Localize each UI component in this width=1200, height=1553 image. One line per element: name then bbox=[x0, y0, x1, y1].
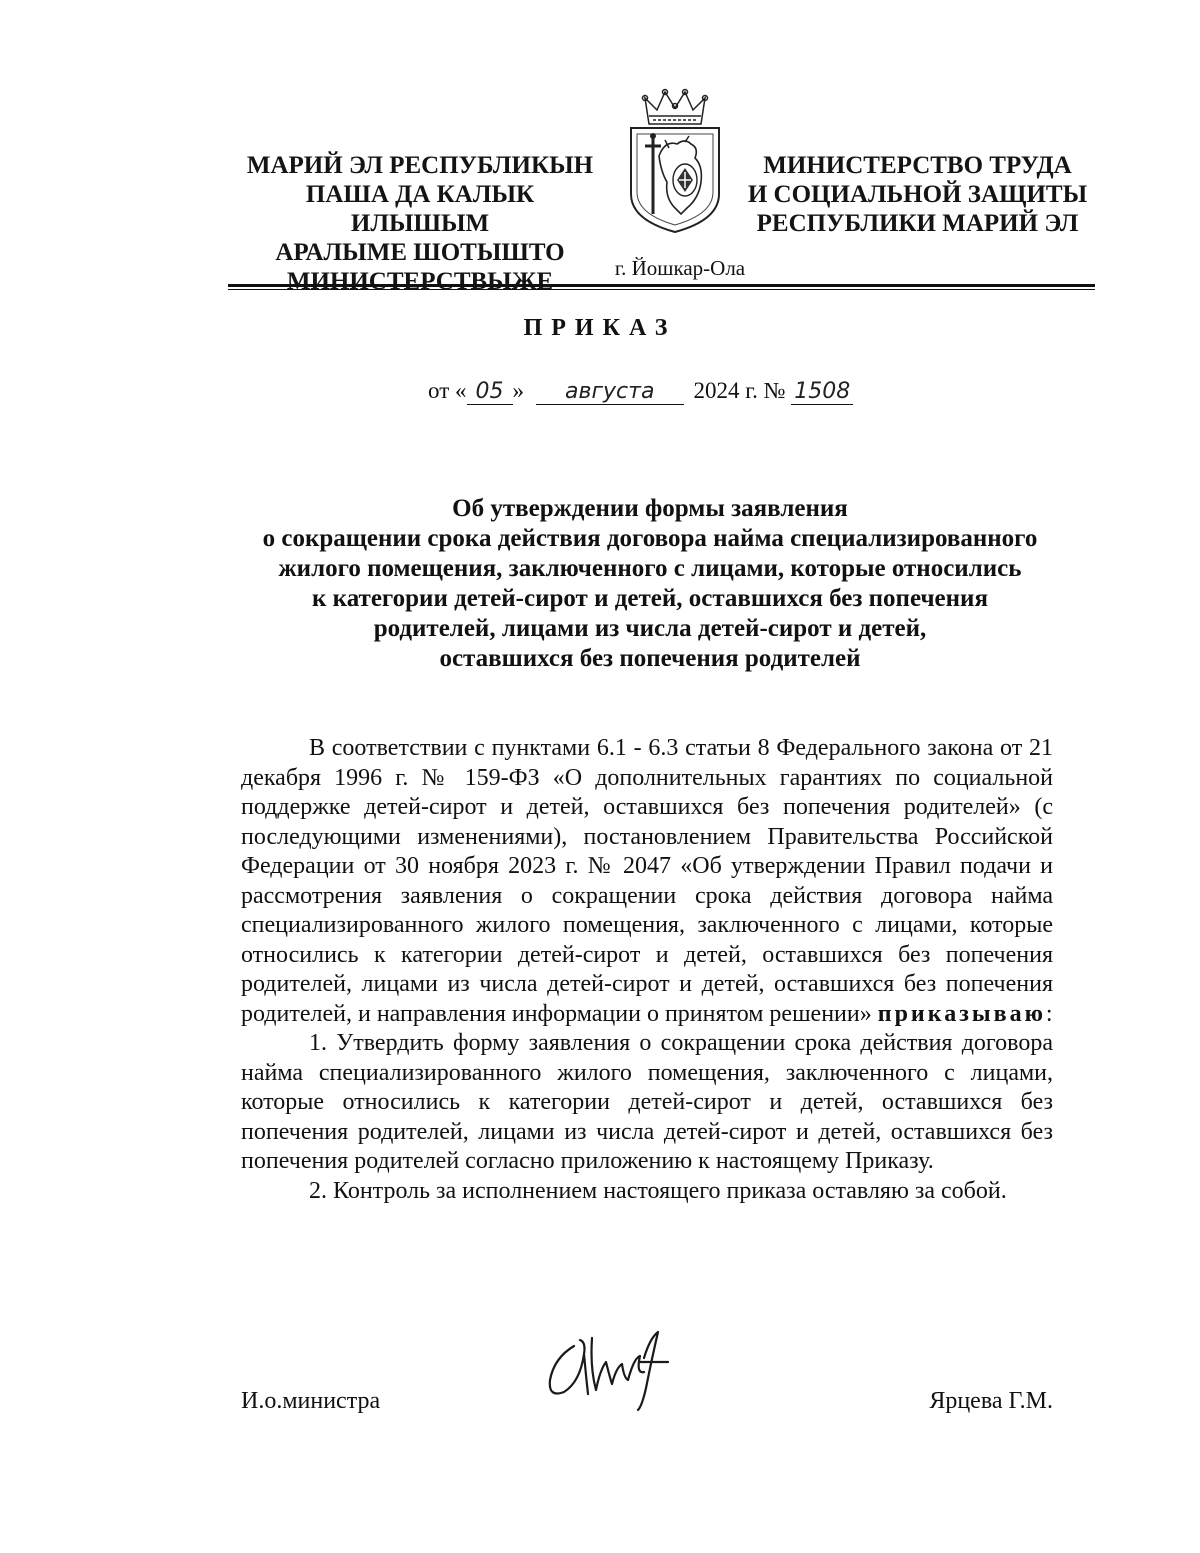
ministry-name-russian-line: И СОЦИАЛЬНОЙ ЗАЩИТЫ bbox=[747, 181, 1088, 208]
order-year-label: 2024 г. № bbox=[693, 378, 786, 403]
ministry-name-mari-line: МАРИЙ ЭЛ РЕСПУБЛИКЫН bbox=[246, 152, 594, 179]
order-colon: : bbox=[1045, 1000, 1053, 1027]
preamble-paragraph bbox=[241, 734, 1053, 1029]
coat-of-arms-icon bbox=[625, 86, 725, 236]
date-prefix: от « bbox=[428, 378, 467, 403]
subject-line: жилого помещения, заключенного с лицами, которые относились bbox=[278, 555, 1022, 582]
city-name: г. Йошкар-Ола bbox=[614, 256, 746, 280]
order-item-1: 1. Утвердить форму заявления о сокращении срока действия договора найма специализированного жилого помещения, заключенного с лицами, которые относились к категории детей-сирот и детей, оставшихся без попечения родителей, лицами из числа детей-сирот и детей, оставшихся без попечения родителей согласно приложению к настоящему Приказу. bbox=[241, 1030, 1053, 1174]
order-day: 05 bbox=[467, 379, 513, 405]
signatory-role: И.о.министра bbox=[241, 1388, 381, 1414]
subject-line: родителей, лицами из числа детей-сирот и детей, bbox=[373, 615, 927, 642]
order-month: августа bbox=[536, 379, 684, 405]
ministry-name-mari-line: АРАЛЫМЕ ШОТЫШТО bbox=[275, 239, 565, 266]
ministry-name-russian-line: МИНИСТЕРСТВО ТРУДА bbox=[763, 152, 1072, 179]
header-divider-thin bbox=[228, 289, 1095, 290]
order-subject bbox=[230, 494, 1070, 674]
order-item-2: 2. Контроль за исполнением настоящего приказа оставляю за собой. bbox=[309, 1177, 1007, 1204]
subject-line: к категории детей-сирот и детей, оставшихся без попечения bbox=[312, 585, 988, 612]
header-divider-thick bbox=[228, 284, 1095, 287]
order-number: 1508 bbox=[791, 379, 853, 405]
ministry-name-russian-line: РЕСПУБЛИКИ МАРИЙ ЭЛ bbox=[756, 210, 1079, 237]
ministry-name-mari-line: МИНИСТЕРСТВЫЖЕ bbox=[286, 268, 554, 295]
subject-line: Об утверждении формы заявления bbox=[452, 495, 848, 522]
ministry-name-russian bbox=[745, 151, 1090, 238]
subject-line: оставшихся без попечения родителей bbox=[439, 645, 861, 672]
ministry-name-mari-line: ПАША ДА КАЛЫК ИЛЫШЫМ bbox=[305, 181, 535, 237]
document-title: ПРИКАЗ bbox=[523, 315, 677, 341]
date-quote: » bbox=[512, 378, 524, 403]
order-date-line bbox=[428, 378, 853, 405]
preamble-text: В соответствии с пунктами 6.1 - 6.3 статьи 8 Федерального закона от 21 декабря 1996 г. № 159-ФЗ «О дополнительных гарантиях по социальной поддержке детей-сирот и детей, оставшихся без попечения родителей» (с последующими изменениями), постановлением Правительства Российской Федерации от 30 ноября 2023 г. № 2047 «Об утверждении Правил подачи и рассмотрения заявления о сокращении срока действия договора найма специализированного жилого помещения, заключенного с лицами, которые относились к категории детей-сирот и детей, оставшихся без попечения родителей, лицами из числа детей-сирот и детей, оставшихся без попечения родителей, и направления информации о принятом решении» bbox=[241, 735, 1053, 1027]
subject-line: о сокращении срока действия договора найма специализированного bbox=[262, 525, 1038, 552]
signatory-name: Ярцева Г.М. bbox=[929, 1388, 1053, 1414]
handwritten-signature bbox=[540, 1318, 680, 1418]
ministry-name-mari bbox=[235, 151, 605, 296]
order-word: приказываю bbox=[877, 1000, 1046, 1027]
order-body bbox=[241, 734, 1053, 1206]
